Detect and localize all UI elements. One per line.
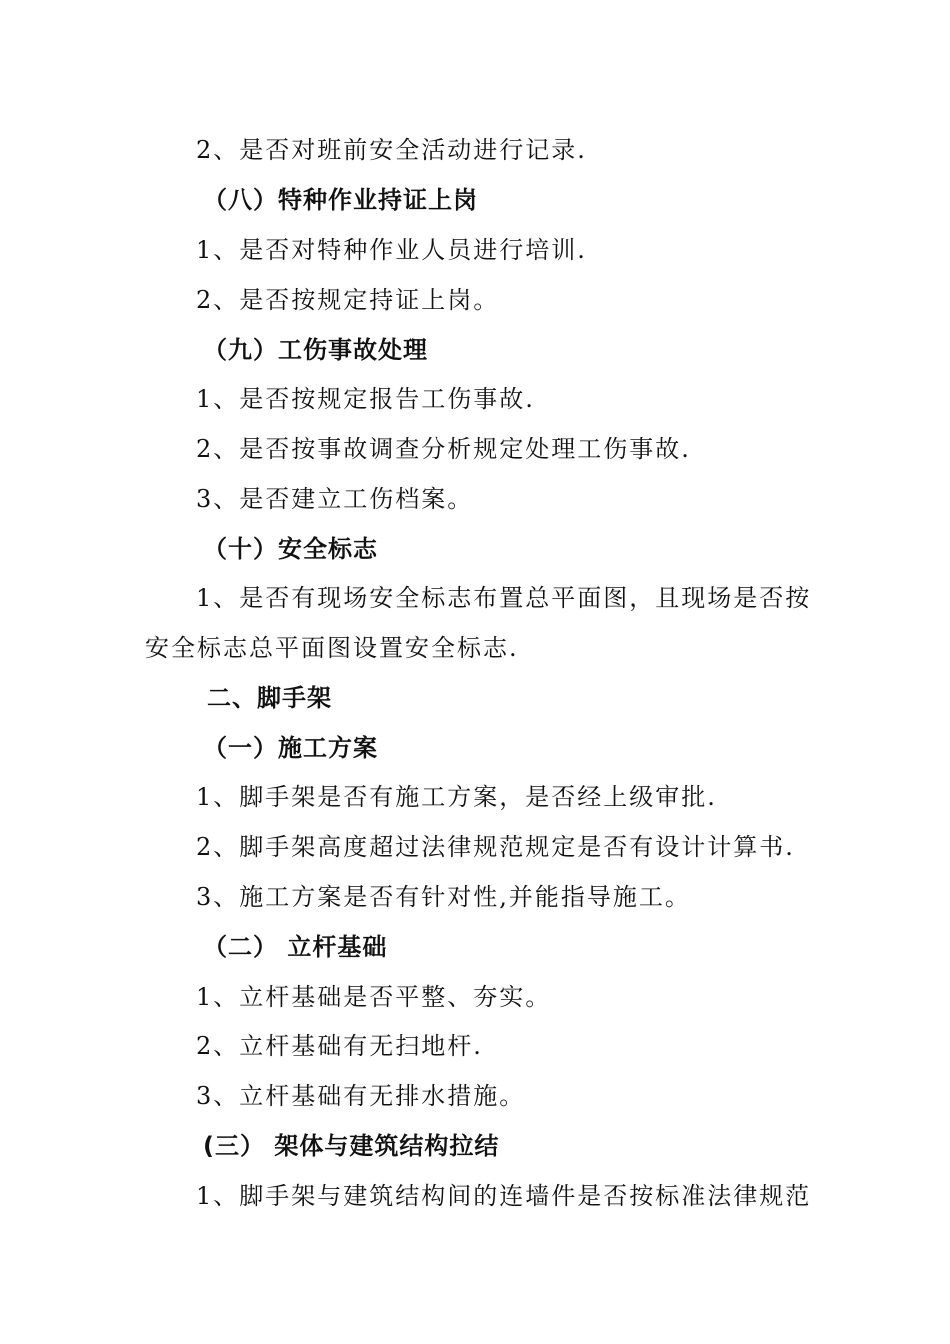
list-item: 1、脚手架与建筑结构间的连墙件是否按标准法律规范 (196, 1182, 812, 1210)
list-item: 3、立杆基础有无排水措施。 (196, 1082, 526, 1110)
chapter-heading: 二、脚手架 (207, 684, 332, 712)
list-item: 1、是否对特种作业人员进行培训. (196, 236, 587, 264)
list-item: 1、脚手架是否有施工方案，是否经上级审批. (196, 783, 717, 811)
list-item: 2、是否按事故调查分析规定处理工伤事故. (196, 435, 691, 463)
section-heading: （一）施工方案 (203, 734, 378, 762)
list-item: 1、立杆基础是否平整、夯实。 (196, 983, 552, 1011)
list-item: 3、施工方案是否有针对性,并能指导施工。 (196, 883, 691, 911)
list-item: 2、是否对班前安全活动进行记录. (196, 136, 587, 164)
section-heading: （二） 立杆基础 (203, 933, 388, 961)
list-item: 1、是否有现场安全标志布置总平面图，且现场是否按 (196, 584, 812, 612)
section-heading: （十）安全标志 (203, 535, 378, 563)
list-item: 3、是否建立工伤档案。 (196, 485, 474, 513)
list-item-continuation: 安全标志总平面图设置安全标志. (145, 634, 519, 662)
list-item: 2、立杆基础有无扫地杆. (196, 1032, 483, 1060)
section-heading: （九）工伤事故处理 (203, 336, 428, 364)
list-item: 2、是否按规定持证上岗。 (196, 286, 500, 314)
section-heading: （八）特种作业持证上岗 (203, 186, 478, 214)
list-item: 2、脚手架高度超过法律规范规定是否有设计计算书. (196, 833, 795, 861)
list-item: 1、是否按规定报告工伤事故. (196, 385, 535, 413)
section-heading: (三） 架体与建筑结构拉结 (203, 1132, 500, 1160)
